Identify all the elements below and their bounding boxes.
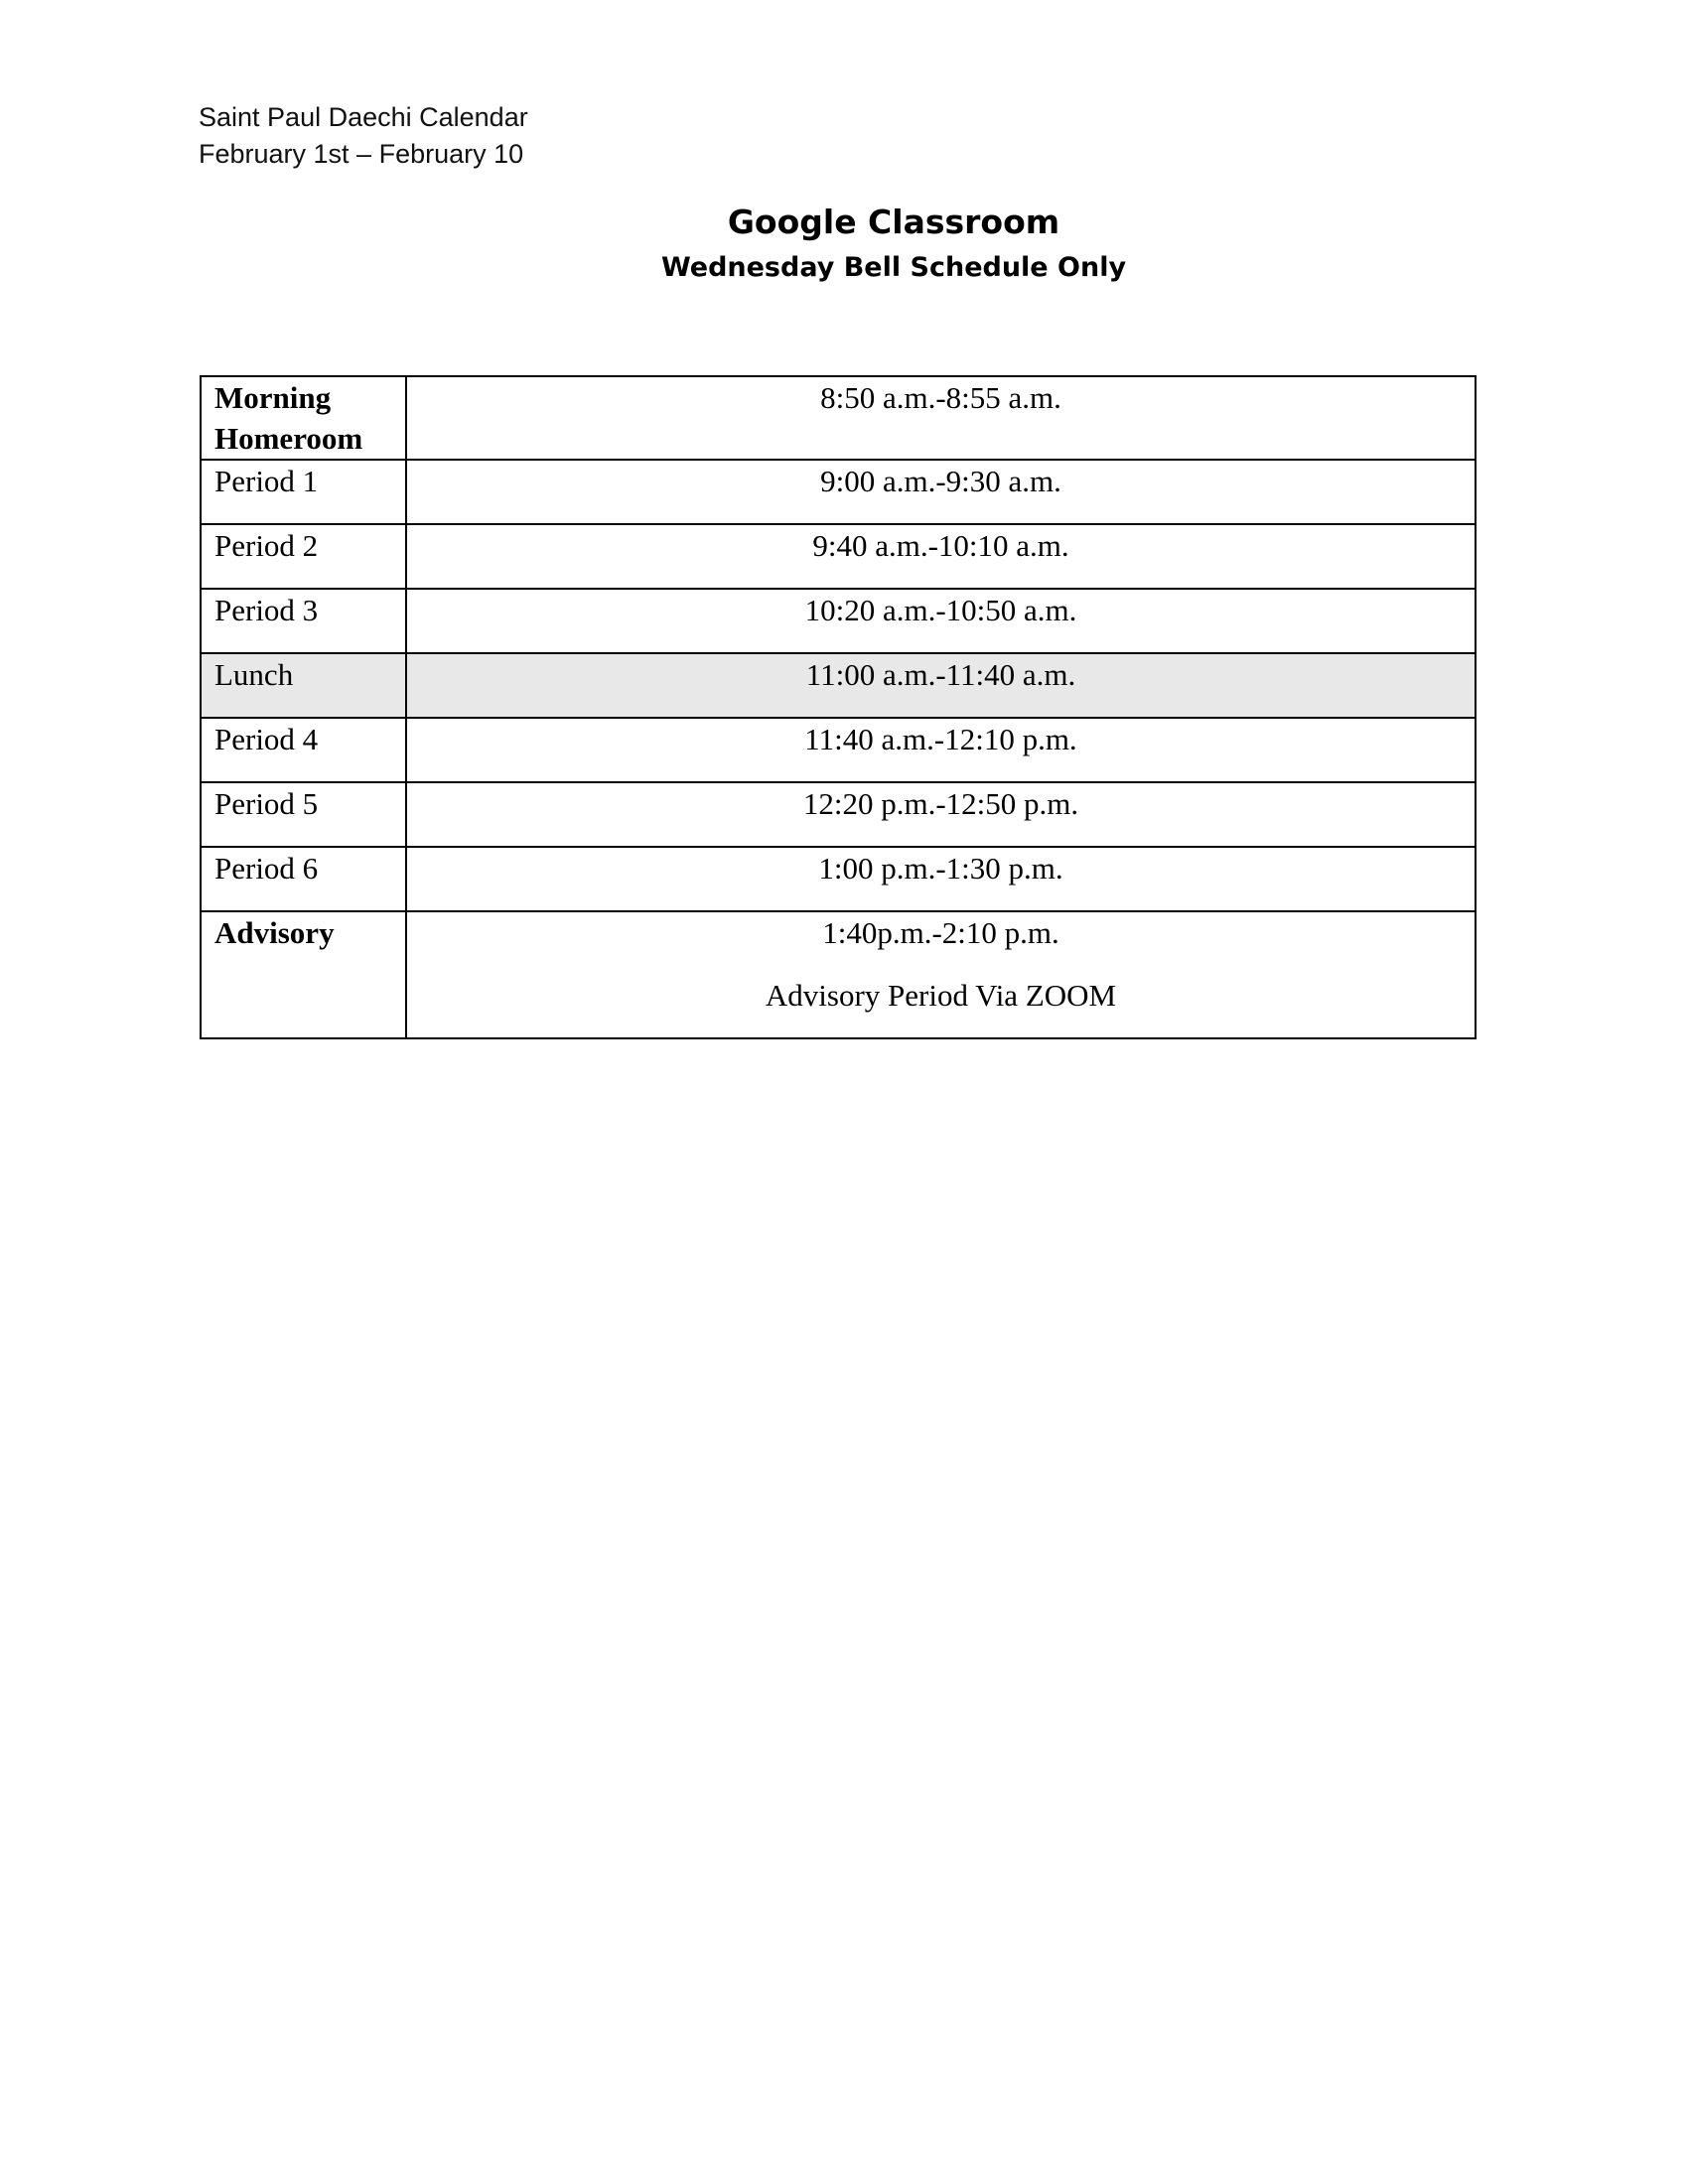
table-row bbox=[201, 589, 1476, 653]
table-row bbox=[201, 524, 1476, 589]
advisory-note: Advisory Period Via ZOOM bbox=[765, 978, 1117, 1013]
period-label: Period 2 bbox=[201, 524, 406, 589]
period-time-cell bbox=[406, 911, 1476, 1038]
page-title: Google Classroom bbox=[727, 203, 1060, 241]
table-row bbox=[201, 376, 1476, 460]
period-label: Period 5 bbox=[201, 782, 406, 847]
table-row bbox=[201, 718, 1476, 782]
period-time: 1:40p.m.-2:10 p.m. bbox=[822, 915, 1059, 950]
period-label: Period 4 bbox=[201, 718, 406, 782]
period-time: 10:20 a.m.-10:50 a.m. bbox=[406, 589, 1476, 653]
table-row-lunch bbox=[201, 653, 1476, 718]
period-label: Period 3 bbox=[201, 589, 406, 653]
table-row bbox=[201, 847, 1476, 911]
period-label: Lunch bbox=[201, 653, 406, 718]
page-subtitle: Wednesday Bell Schedule Only bbox=[660, 252, 1127, 283]
period-time: 12:20 p.m.-12:50 p.m. bbox=[406, 782, 1476, 847]
period-label: Advisory bbox=[201, 911, 406, 1038]
period-label: Period 6 bbox=[201, 847, 406, 911]
period-time: 8:50 a.m.-8:55 a.m. bbox=[406, 376, 1476, 460]
calendar-name: Saint Paul Daechi Calendar bbox=[199, 102, 528, 132]
period-time: 9:40 a.m.-10:10 a.m. bbox=[406, 524, 1476, 589]
period-label: Morning Homeroom bbox=[201, 376, 406, 460]
document-header bbox=[199, 99, 528, 173]
date-range: February 1st – February 10 bbox=[199, 139, 524, 169]
table-row bbox=[201, 460, 1476, 524]
bell-schedule-table bbox=[200, 375, 1477, 1039]
period-time: 11:00 a.m.-11:40 a.m. bbox=[406, 653, 1476, 718]
period-time: 11:40 a.m.-12:10 p.m. bbox=[406, 718, 1476, 782]
period-time: 9:00 a.m.-9:30 a.m. bbox=[406, 460, 1476, 524]
period-label: Period 1 bbox=[201, 460, 406, 524]
title-block bbox=[0, 199, 1688, 290]
period-time: 1:00 p.m.-1:30 p.m. bbox=[406, 847, 1476, 911]
table-row bbox=[201, 782, 1476, 847]
table-row-advisory bbox=[201, 911, 1476, 1038]
